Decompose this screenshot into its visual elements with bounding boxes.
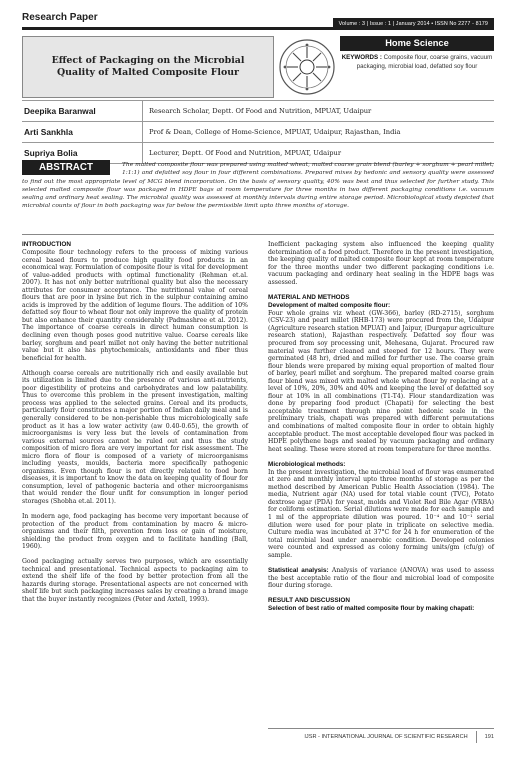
- abstract-text: The malted composite flour was prepared using malted wheat, malted coarse grain blend (barley + sorghum + pearl millet; 1:1:1) and defatted soy flour in four different combinations. Prepared mixes by hedonic and sensory quality were assessed to find out the most appropriate level of MCG blend incorporation. On the basis of sensory quality, 40% was best and thus selected for further study. This selected malted composite flour was packaged in HDPE bags at room temperature for three months in two different packaging conditions i.e. vacuum sealing and ordinary heat sealing. The microbial quality was assessed at monthly intervals during entire storage period. Microbiological study depicted that microbial counts of flour in both packaging was far below the permissible limit upto three months of storage.: [22, 162, 494, 210]
- subject-category: Home Science: [340, 36, 494, 51]
- author-table: [22, 100, 494, 164]
- paper-title: Effect of Packaging on the Microbial Quality of Malted Composite Flour: [51, 55, 245, 78]
- section-heading: Microbiological methods:: [268, 460, 346, 468]
- keywords: [340, 54, 494, 71]
- title-box: [22, 36, 274, 98]
- right-column: [268, 241, 494, 613]
- abstract-divider: [22, 234, 494, 235]
- paragraph-text: Analysis of variance (ANOVA) was used to assess the best acceptable ratio of the flour and microbial load of composite flour during storage.: [268, 566, 494, 590]
- left-column: [22, 241, 248, 604]
- section-heading: INTRODUCTION: [22, 241, 71, 248]
- body-paragraph: [268, 567, 494, 590]
- page-footer: [268, 731, 494, 743]
- journal-section-label: Research Paper: [22, 12, 98, 23]
- footer-journal-name: IJSR - INTERNATIONAL JOURNAL OF SCIENTIFIC RESEARCH: [304, 734, 468, 740]
- author-row: [22, 121, 494, 142]
- body-paragraph: In the present investigation, the microbial load of flour was enumerated at zero and monthly interval upto three months of storage as per the method described by American Public Health Association (1984). The media, Nutrient agar (NA) used for total viable count (TVC), Potato dextrose agar (PDA) for yeast, molds and Violet Red Bile Agar (VRBA) for coliform estimation. Serial dilutions were made for each sample and 1 ml of the appropriate dilution was poured. 10⁻⁴ and 10⁻¹ serial dilution were used for pour plate in triplicate on selective media. Culture media was incubated at 37°C for 24 h for enumeration of the total microbial load under anaerobic condition. Developed colonies were counted and expressed as colony forming units/gm (cfu/g) of sample.: [268, 468, 494, 559]
- author-affiliation: Research Scholar, Deptt. Of Food and Nutrition, MPUAT, Udaipur: [149, 107, 372, 115]
- body-paragraph: In modern age, food packaging has become very important because of protection of the product from contamination by macro & micro-organisms and their filth, prevention from loss or gain of moisture, shielding the product from oxygen and to facilitate handling (Ball, 1960).: [22, 513, 248, 551]
- body-paragraph: Good packaging actually serves two purposes, which are essentially technical and presentational. Technical aspects to packaging aim to extend the shelf life of the food by better protection from all the hazards during storage. Presentational aspects are not concerned with shelf life but such packaging increases sales by creating a brand image that the buyer instantly recognizes (Peter and Axtell, 1993).: [22, 558, 248, 604]
- author-name: Supriya Bolia: [22, 143, 143, 163]
- body-paragraph: Inefficient packaging system also influenced the keeping quality determination of a food product. Therefore in the present investigation, the keeping quality of malted composite flour kept at room temperature for the three months under two different packaging conditions i.e. vacuum packaging and ordinary heat sealing in the HDPE bags was assessed.: [268, 241, 494, 286]
- body-paragraph: Four whole grains viz wheat (GW-366), barley (RD-2715), sorghum (CSV-23) and pearl millet (RHB-173) were procured from the, Udaipur (Agriculture research station MPUAT) and Jaipur, (Durgapur agriculture research station), Rajasthan respectively. Defatted soy flour was procured from soy processing unit, Mehesana, Gujarat. Procured raw material was further cleaned and steeped for 12 hours. They were germinated (48 hr), dried and milled for further use. The coarse grain flour blends were prepared by mixing equal proportion of malted flour of barley, pearl millet and sorghum. The prepared malted coarse grain flour blend was mixed with malted whole wheat flour by replacing at a level of 10%, 20%, 30% and 40% and keeping the level of defatted soy flour at 10% in all combinations (T1-T4). Flour standardization was done by preparing food product (Chapati) for selecting the best acceptable treatment through nine point hedonic scale in the preliminary trials, chapati was prepared with different permutations and combinations of malted composite flour in order to obtain highly acceptable product. The most acceptable developed flour was packed in HDPE polythene bags and sealed by vacuum packaging and ordinary heat sealing. These were stored at room temperature for three months.: [268, 309, 494, 453]
- body-paragraph: Composite flour technology refers to the process of mixing various cereal based flours to produce high quality food products in an economical way. Formulation of composite flour is vital for development of value-added products with optimal functionality (Rehman et.al. 2007). It has not only better nutritional quality but also the necessary attributes for consumer acceptance. The nutritional value of cereal flours that are poor in lysine but rich in the sulphur containing amino acids is improved by the addition of legume flours. The addition of 10% defatted soy flour to wheat flour not only improve the quality of protein but also enhance their quantity considerably (Padmashree et al. 2012). The importance of coarse cereals in direct human consumption is declining even though poses good nutritive value. Coarse cereals like barley, sorghum and pearl millet not only having the better nutritional value but it also has phytochemicals, antioxidants and fiber thus beneficial for health.: [22, 249, 248, 362]
- author-name: Arti Sankhla: [22, 122, 143, 142]
- section-heading: Development of malted composite flour:: [268, 301, 391, 309]
- author-affiliation: Lecturer, Deptt. Of Food and Nutrition, MPUAT, Udaipur: [149, 149, 342, 157]
- page-number: 191: [476, 731, 494, 743]
- author-name: Deepika Baranwal: [22, 101, 143, 121]
- body-paragraph: Although coarse cereals are nutritionally rich and easily available but its utilization is limited due to the presence of various anti-nutrients, poor digestibility of proteins and carbohydrates and low palatability. Thus to overcome this problem in the present investigation, malting process was applied to the selected grains. Cereal and its products, particularly flour constitutes a major portion of Indian daily meal and is generally considered to be non-perishable thus microbiologically safe product as it has a low water activity (aw 0.40-0.65), the growth of microorganisms is very less but the levels of contamination from various external sources cannot be ruled out and thus the study composition of micro flora are very important for risk assessment. The micro flora of flour is composed of a variety of microorganisms including yeasts, moulds, bacteria more specifically pathogenic organisms. Even though flour is not directly related to food born diseases, it is important to know the data on keeping quality of flour for consumption, level of pathogenic bacteria and other microorganisms that would render the flour unfit for consumption in longer period storages (Shobha et.al. 2011).: [22, 369, 248, 505]
- keywords-label: KEYWORDS :: [341, 54, 382, 61]
- author-row: [22, 100, 494, 121]
- inline-heading: Statistical analysis:: [268, 566, 329, 574]
- abstract-label: ABSTRACT: [22, 160, 110, 175]
- section-heading: Selection of best ratio of malted composite flour by making chapati:: [268, 605, 475, 613]
- journal-emblem-icon: [278, 38, 336, 96]
- volume-issue-info: Volume : 3 | Issue : 1 | January 2014 • ISSN No 2277 - 8179: [333, 18, 494, 30]
- author-affiliation: Prof & Dean, College of Home-Science, MPUAT, Udaipur, Rajasthan, India: [149, 128, 401, 136]
- footer-rule: [268, 728, 494, 729]
- keywords-text: Composite flour, coarse grains, vacuum packaging, microbial load, defatted soy flour: [356, 54, 493, 70]
- section-heading: MATERIAL AND METHODS: [268, 293, 350, 301]
- section-heading: RESULT AND DISCUSSION: [268, 597, 351, 605]
